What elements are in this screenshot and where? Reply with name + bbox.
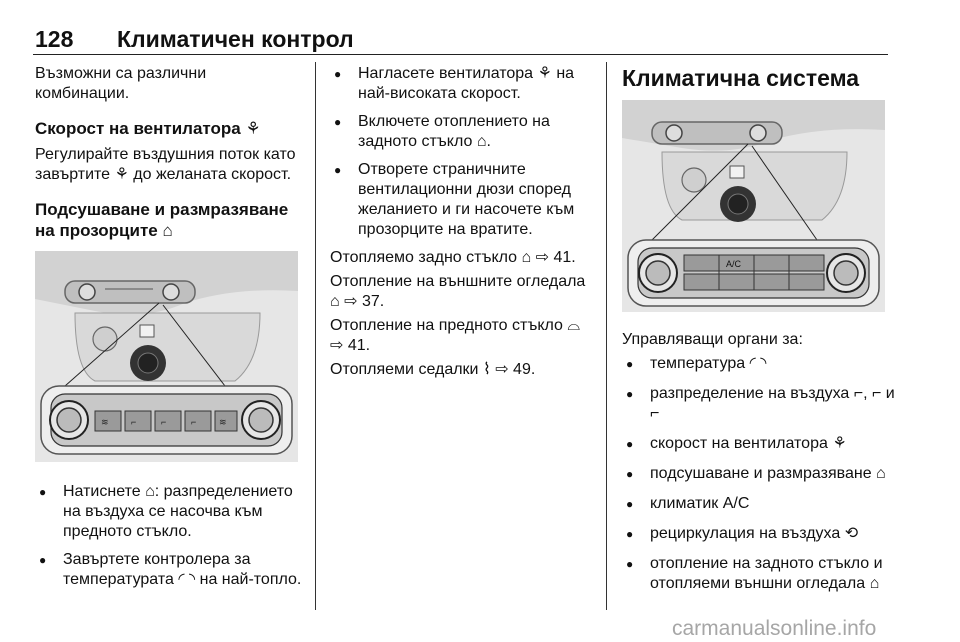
list-item: ● подсушаване и размразяване ⌂ <box>622 464 898 484</box>
ac-button-label: A/C <box>726 259 742 269</box>
reference-text: Отопление на предното стъкло ⌓ ⇨ 41. <box>330 317 581 354</box>
page-number: 128 <box>35 26 74 52</box>
svg-text:≋: ≋ <box>219 417 227 427</box>
list-item: ● разпределение на въздуха ⌐, ⌐ и ⌐ <box>622 384 898 424</box>
heading-fan-speed: Скорост на вентилатора ⚘ <box>35 119 261 138</box>
intro-text: Възможни са различни комбинации. <box>35 65 207 102</box>
svg-text:⌐: ⌐ <box>161 417 167 427</box>
defrost-steps <box>35 482 303 590</box>
controls-intro: Управляващи органи за: <box>622 331 803 348</box>
heading-defrost: Подсушаване и размразяване на прозорците ⌂ <box>35 200 289 240</box>
climate-control-illustration <box>35 251 298 462</box>
climate-system-illustration <box>622 100 885 312</box>
list-item: ● температура ◜ ◝ <box>622 354 898 374</box>
column-3 <box>622 64 898 604</box>
column-divider <box>606 62 607 610</box>
watermark: carmanualsonline.info <box>672 617 877 640</box>
list-item: ● Включете отоплението на задното стъкло ⌂. <box>330 112 592 152</box>
list-item: ● рециркулация на въздуха ⟲ <box>622 524 898 544</box>
column-2 <box>330 64 592 384</box>
controls-list <box>622 354 898 594</box>
column-1 <box>35 64 303 598</box>
list-item: ● Натиснете ⌂: разпределението на въздуха се насочва към предното стъкло. <box>35 482 303 542</box>
dashboard-drawing <box>35 251 298 462</box>
svg-text:⌐: ⌐ <box>131 417 137 427</box>
column-divider <box>315 62 316 610</box>
reference-text: Отопляеми седалки ⌇ ⇨ 49. <box>330 361 536 378</box>
list-item: ● скорост на вентилатора ⚘ <box>622 434 898 454</box>
list-item: ● Завъртете контролера за температурата ◜ ◝ на най-топло. <box>35 550 303 590</box>
list-item: ● отопление на задното стъкло и отопляеми външни огледала ⌂ <box>622 554 898 594</box>
list-item: ● климатик A/C <box>622 494 898 514</box>
svg-text:⌐: ⌐ <box>191 417 197 427</box>
svg-text:≋: ≋ <box>101 417 109 427</box>
chapter-title: Климатичен контрол <box>117 26 354 52</box>
ac-panel-drawing <box>622 100 885 312</box>
reference-text: Отопляемо задно стъкло ⌂ ⇨ 41. <box>330 249 576 266</box>
page-header <box>33 20 888 55</box>
defrost-steps-continued <box>330 64 592 240</box>
fan-speed-text: Регулирайте въздушния поток като завъртите ⚘ до желаната скорост. <box>35 146 296 183</box>
list-item: ● Нагласете вентилатора ⚘ на най-високата скорост. <box>330 64 592 104</box>
list-item: ● Отворете страничните вентилационни дюзи според желанието и ги насочете към прозорците на вратите. <box>330 160 592 240</box>
section-title: Климатична система <box>622 65 860 91</box>
reference-text: Отопление на външните огледала ⌂ ⇨ 37. <box>330 273 586 310</box>
